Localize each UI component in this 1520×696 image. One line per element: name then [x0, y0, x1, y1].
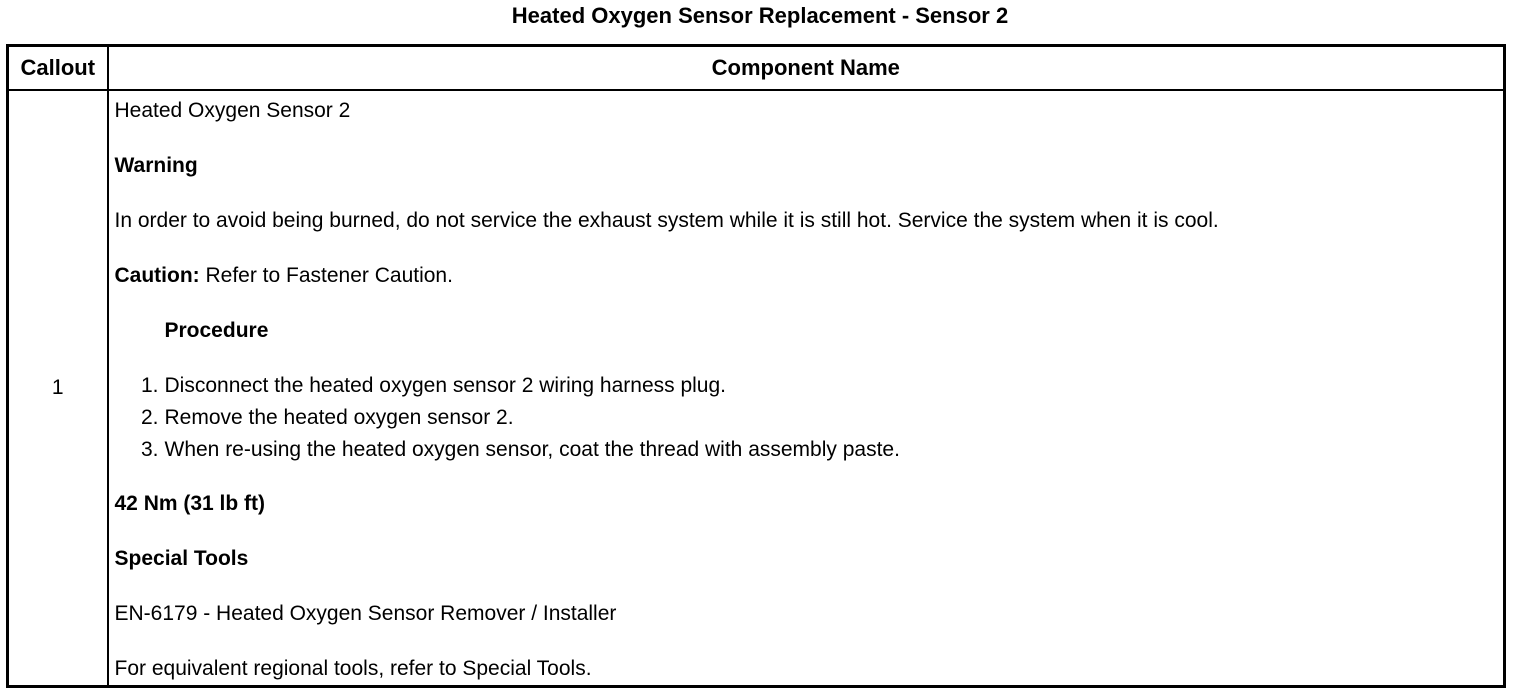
component-name: Heated Oxygen Sensor 2 — [114, 99, 351, 122]
procedure-steps — [115, 370, 1504, 466]
list-item — [140, 370, 1504, 402]
callout-number: 1 — [8, 90, 108, 687]
step-text: When re-using the heated oxygen sensor, coat the thread with assembly paste. — [164, 438, 900, 461]
callout-header: Callout — [8, 46, 108, 91]
list-item — [140, 402, 1504, 434]
component-name-header: Component Name — [108, 46, 1505, 91]
procedure-heading: Procedure — [164, 319, 269, 342]
warning-text: In order to avoid being burned, do not service the exhaust system while it is still hot. Service the system when it is cool. — [114, 209, 1219, 232]
list-item — [140, 434, 1504, 466]
equivalent-tools-note: For equivalent regional tools, refer to Special Tools. — [114, 657, 592, 680]
step-text: Remove the heated oxygen sensor 2. — [164, 406, 514, 429]
step-number: 2. — [140, 406, 159, 429]
torque-spec: 42 Nm (31 lb ft) — [114, 492, 266, 515]
step-number: 1. — [140, 374, 159, 397]
warning-heading: Warning — [114, 154, 198, 177]
step-number: 3. — [140, 438, 159, 461]
header-row — [8, 46, 1505, 91]
special-tool-item: EN-6179 - Heated Oxygen Sensor Remover / Installer — [114, 602, 617, 625]
caution-text: Refer to Fastener Caution. — [199, 264, 453, 287]
caution-label: Caution: — [114, 264, 200, 287]
special-tools-heading: Special Tools — [114, 547, 249, 570]
page-title: Heated Oxygen Sensor Replacement - Sensor 2 — [511, 3, 1009, 28]
table-row — [8, 90, 1505, 687]
caution-line — [115, 262, 1504, 290]
component-cell — [108, 90, 1505, 687]
callout-table — [6, 44, 1506, 688]
step-text: Disconnect the heated oxygen sensor 2 wiring harness plug. — [164, 374, 727, 397]
